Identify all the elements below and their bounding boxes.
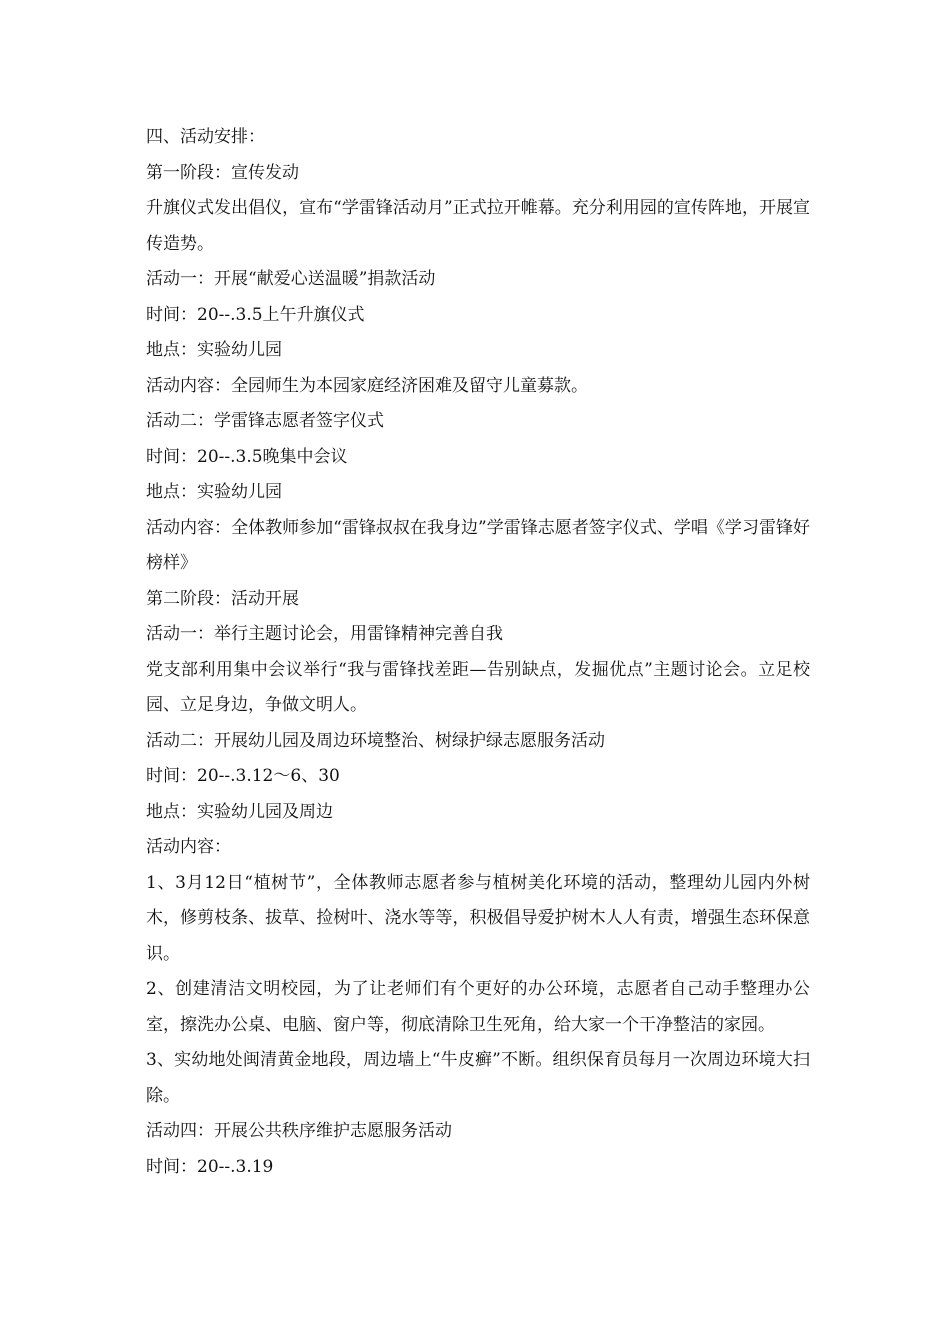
stage-heading: 第二阶段：活动开展 [146, 588, 299, 609]
paragraph: 升旗仪式发出倡仪，宣布“学雷锋活动月”正式拉开帷幕。充分利用园的宣传阵地，开展宣传造势。 [146, 198, 810, 254]
list-item: 1、3月12日“植树节”，全体教师志愿者参与植树美化环境的活动，整理幼儿园内外树木，修剪枝条、拔草、捡树叶、浇水等等，积极倡导爱护树木人人有责，增强生态环保意识。 [146, 872, 810, 964]
activity-time: 时间：20--.3.19 [146, 1156, 274, 1177]
list-item: 2、创建清洁文明校园，为了让老师们有个更好的办公环境，志愿者自己动手整理办公室，擦洗办公桌、电脑、窗户等，彻底清除卫生死角，给大家一个干净整洁的家园。 [146, 979, 810, 1035]
activity-content-label: 活动内容： [146, 837, 231, 857]
activity-time: 时间：20--.3.5晚集中会议 [146, 446, 348, 467]
activity-location: 地点：实验幼儿园及周边 [146, 801, 333, 822]
activity-heading: 活动二：学雷锋志愿者签字仪式 [146, 411, 384, 431]
activity-time: 时间：20--.3.5上午升旗仪式 [146, 304, 365, 325]
section-heading: 四、活动安排： [146, 127, 265, 147]
stage-heading: 第一阶段：宣传发动 [146, 162, 299, 183]
list-item: 3、实幼地处闽清黄金地段，周边墙上“牛皮癣”不断。组织保育员每月一次周边环境大扫除。 [146, 1050, 810, 1106]
activity-time: 时间：20--.3.12～6、30 [146, 766, 340, 786]
document-body [146, 120, 810, 1185]
paragraph: 党支部利用集中会议举行“我与雷锋找差距—告别缺点，发掘优点”主题讨论会。立足校园、立足身边，争做文明人。 [146, 659, 810, 715]
activity-content: 活动内容：全体教师参加“雷锋叔叔在我身边”学雷锋志愿者签字仪式、学唱《学习雷锋好榜样》 [146, 517, 810, 573]
activity-location: 地点：实验幼儿园 [146, 482, 282, 502]
activity-heading: 活动二：开展幼儿园及周边环境整治、树绿护绿志愿服务活动 [146, 730, 605, 751]
activity-heading: 活动四：开展公共秩序维护志愿服务活动 [146, 1121, 452, 1141]
activity-location: 地点：实验幼儿园 [146, 340, 282, 360]
activity-heading: 活动一：开展“献爱心送温暖”捐款活动 [146, 269, 436, 289]
activity-heading: 活动一：举行主题讨论会，用雷锋精神完善自我 [146, 624, 503, 644]
activity-content: 活动内容：全园师生为本园家庭经济困难及留守儿童募款。 [146, 375, 588, 396]
